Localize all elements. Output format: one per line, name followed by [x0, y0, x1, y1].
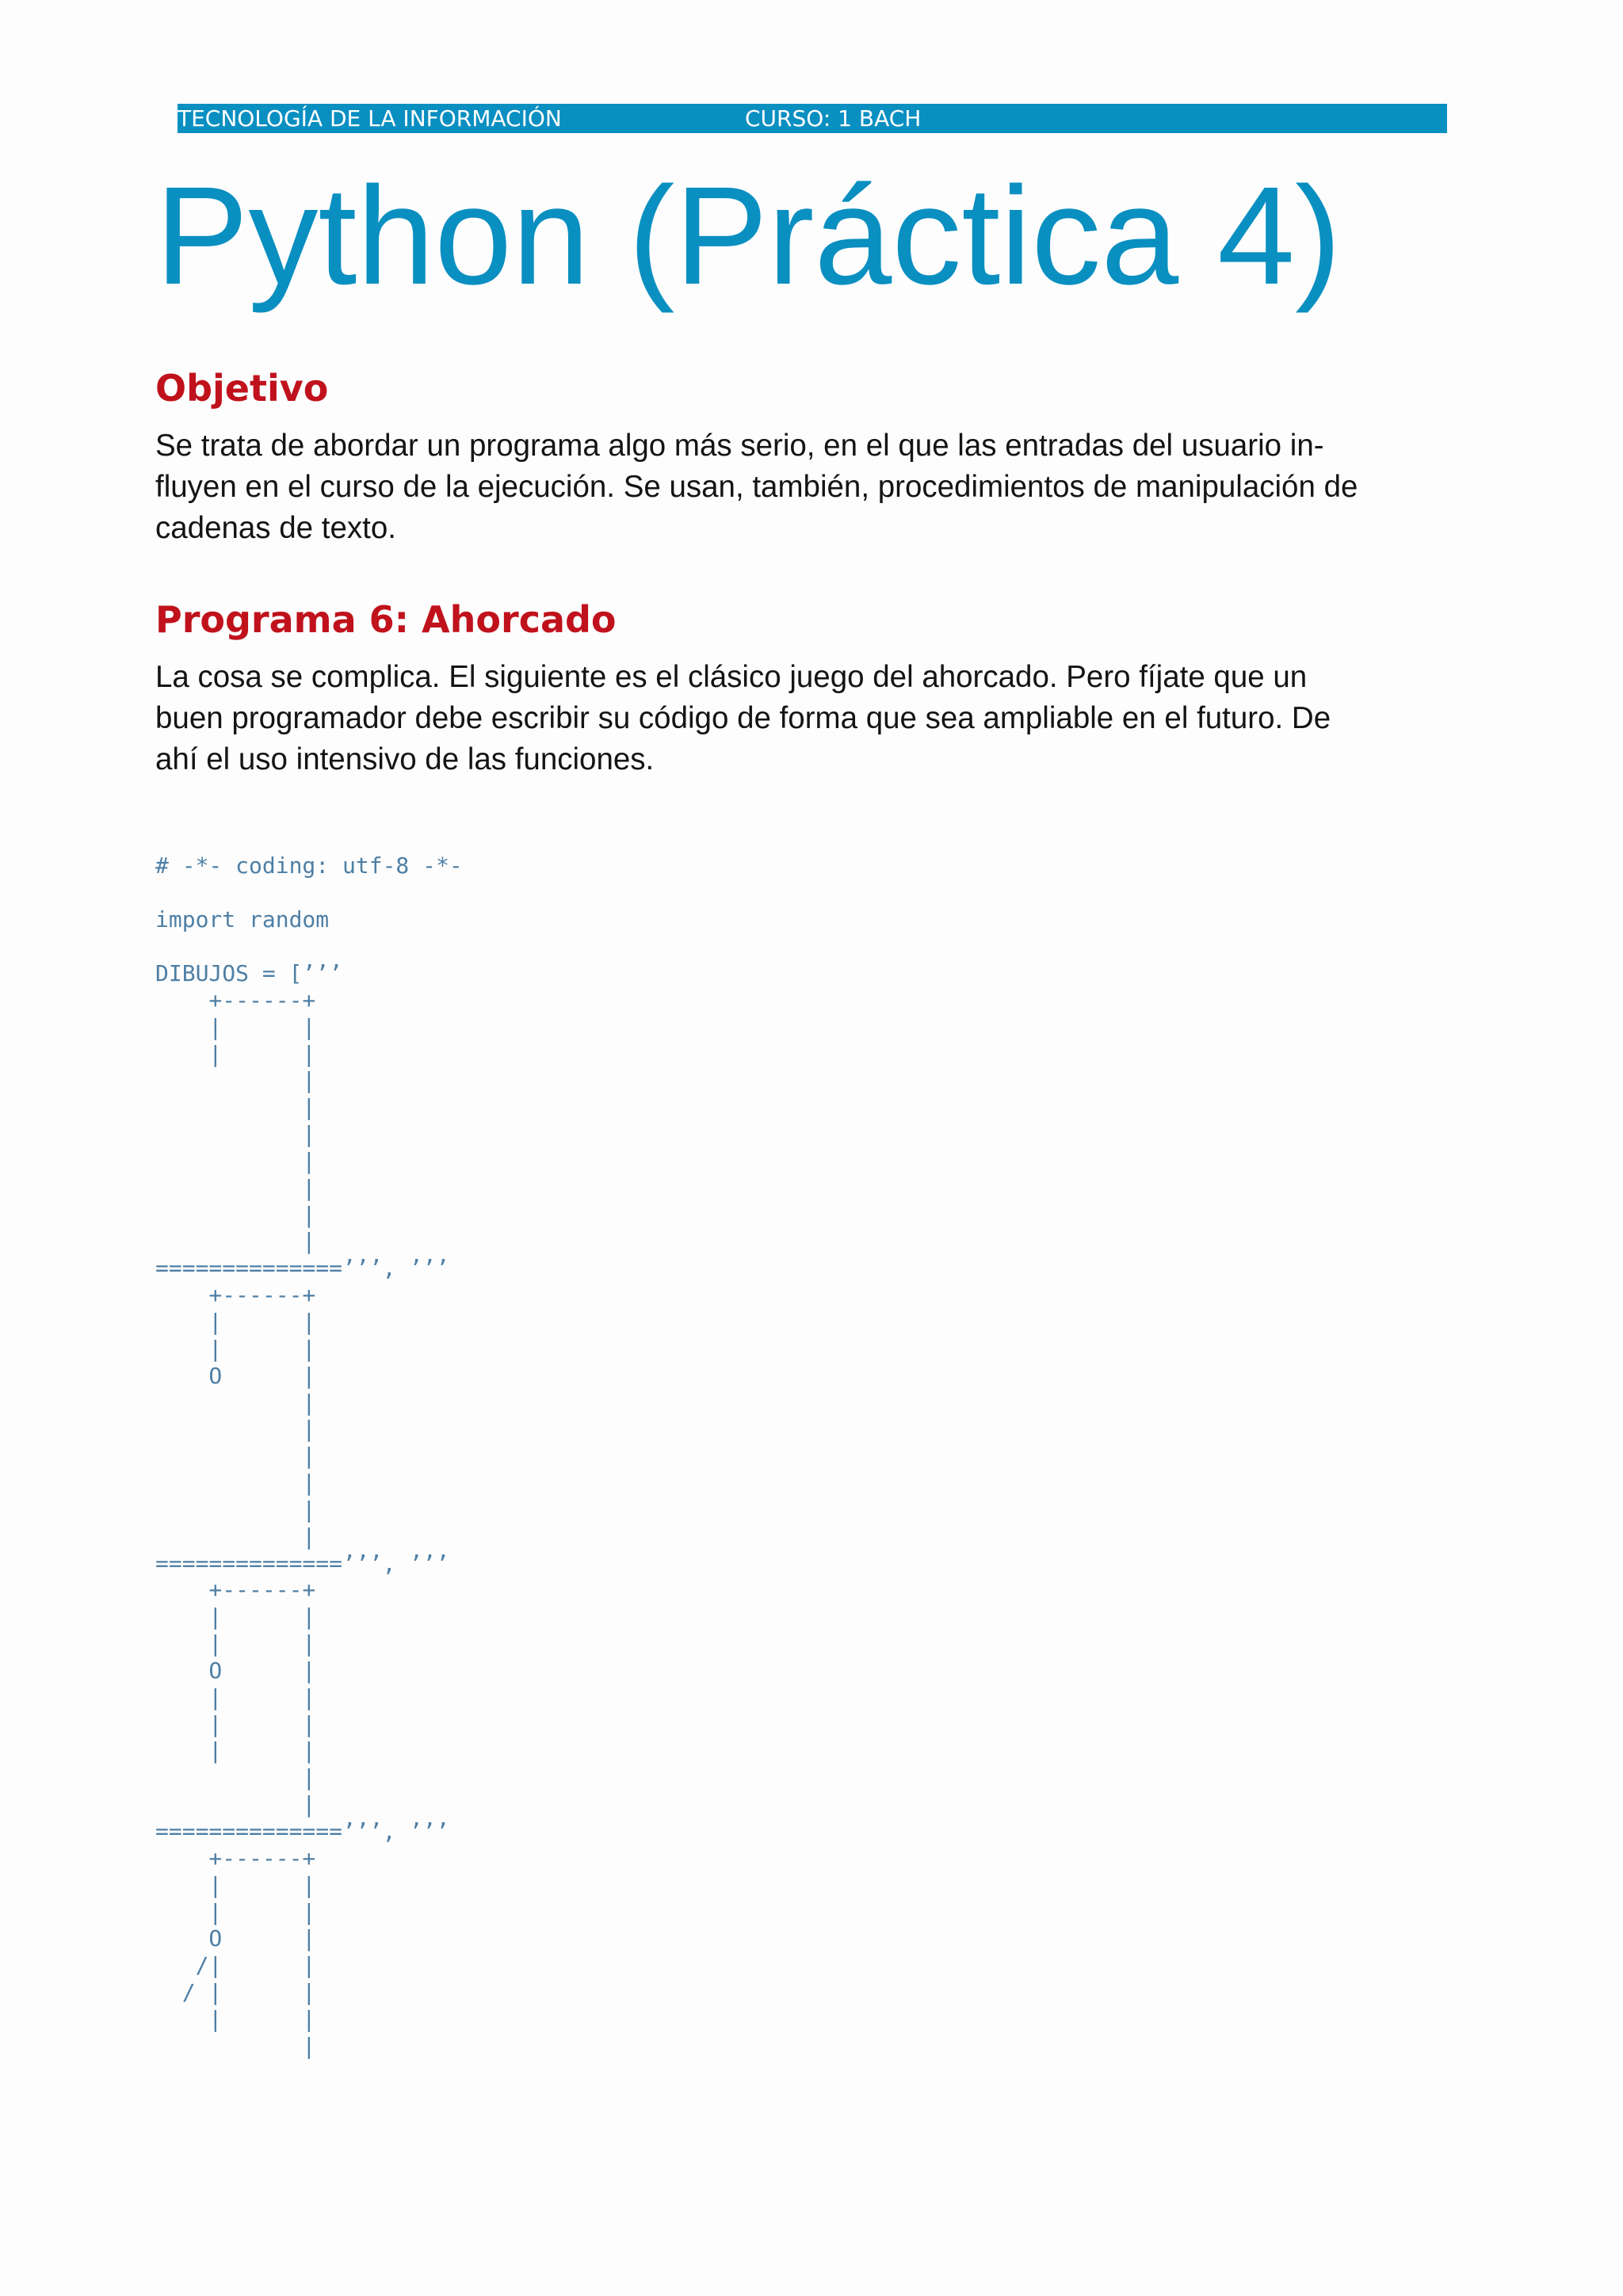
- objetivo-paragraph: [155, 425, 1455, 549]
- programa-paragraph: [155, 657, 1455, 780]
- paragraph-line: Se trata de abordar un programa algo más serio, en el que las entradas del usuario in-: [155, 429, 1324, 463]
- paragraph-line: ahí el uso intensivo de las funciones.: [155, 742, 655, 776]
- code-import-line: import random: [155, 906, 330, 933]
- header-course: CURSO: 1 BACH: [745, 105, 922, 132]
- code-dibujos-block: DIBUJOS = [’’’ +------+ | | | | | | | | | | | ==============’’’, ’’’ +------+ | | | | O | | | | | | | ==============’’’, ’’’ +------+ | | | | O | | | | | | | | | ==============’’’, ’’’ +------+ | | | | O | /| | / | | | | |: [155, 960, 449, 2059]
- header-subject: TECNOLOGÍA DE LA INFORMACIÓN: [178, 105, 562, 132]
- section-heading-objetivo: Objetivo: [155, 367, 329, 410]
- page-title: Python (Práctica 4): [155, 158, 1342, 314]
- section-heading-programa: Programa 6: Ahorcado: [155, 598, 617, 641]
- paragraph-line: buen programador debe escribir su código de forma que sea ampliable en el futuro. De: [155, 701, 1331, 735]
- paragraph-line: La cosa se complica. El siguiente es el clásico juego del ahorcado. Pero fíjate que un: [155, 660, 1308, 694]
- paragraph-line: fluyen en el curso de la ejecución. Se usan, también, procedimientos de manipulación de: [155, 470, 1358, 504]
- code-coding-line: # -*- coding: utf-8 -*-: [155, 852, 463, 879]
- paragraph-line: cadenas de texto.: [155, 511, 396, 545]
- header-bar: [178, 104, 1447, 133]
